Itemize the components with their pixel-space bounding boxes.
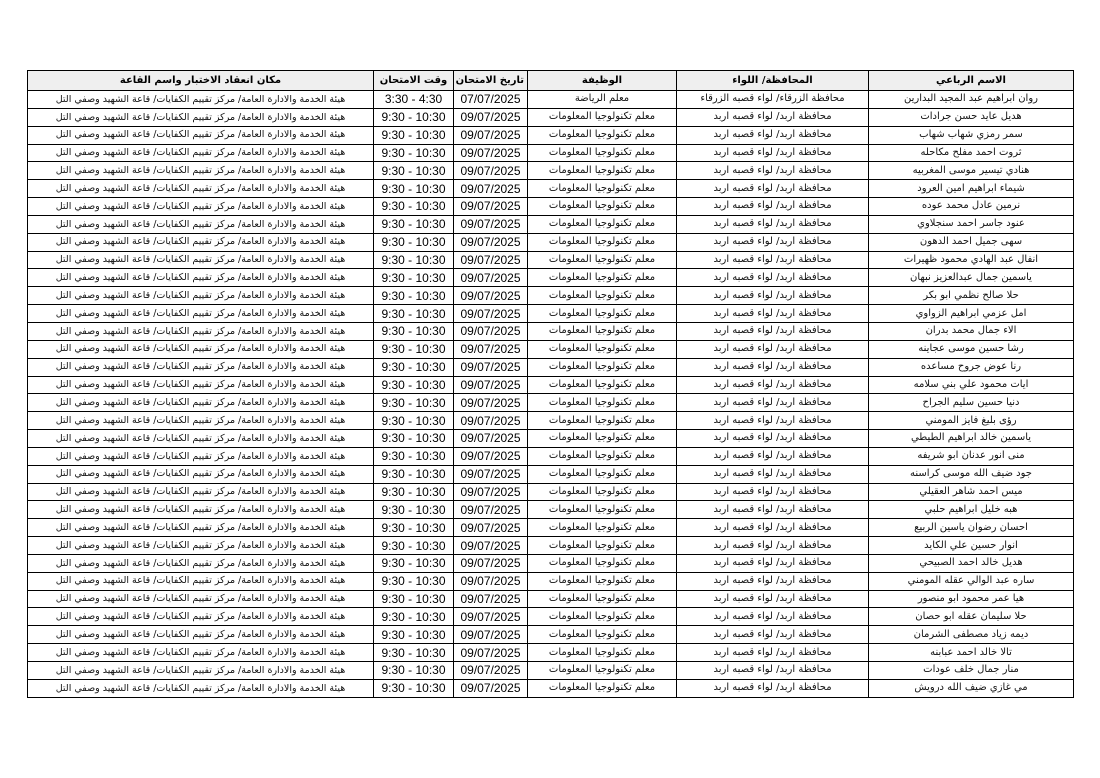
table-row [28,198,1074,216]
cell-exam-date: 09/07/2025 [454,251,528,269]
cell-job: معلم تكنولوجيا المعلومات [528,412,677,430]
cell-job: معلم تكنولوجيا المعلومات [528,180,677,198]
header-exam-location: مكان انعقاد الاختبار واسم القاعة [28,71,374,91]
cell-governorate: محافظة اربد/ لواء قصبه اربد [677,108,869,126]
cell-exam-location: هيئة الخدمة والادارة العامة/ مركز تقييم الكفايات/ قاعة الشهيد وصفي التل [28,644,374,662]
cell-job: معلم تكنولوجيا المعلومات [528,554,677,572]
table-row [28,215,1074,233]
cell-exam-location: هيئة الخدمة والادارة العامة/ مركز تقييم الكفايات/ قاعة الشهيد وصفي التل [28,322,374,340]
cell-exam-time: 9:30 - 10:30 [374,162,454,180]
cell-exam-location: هيئة الخدمة والادارة العامة/ مركز تقييم الكفايات/ قاعة الشهيد وصفي التل [28,91,374,109]
cell-job: معلم تكنولوجيا المعلومات [528,376,677,394]
cell-job: معلم تكنولوجيا المعلومات [528,644,677,662]
table-row [28,554,1074,572]
cell-exam-date: 09/07/2025 [454,608,528,626]
cell-exam-date: 09/07/2025 [454,287,528,305]
cell-full-name: ميس احمد شاهر العقيلي [869,483,1074,501]
cell-exam-date: 09/07/2025 [454,644,528,662]
cell-exam-location: هيئة الخدمة والادارة العامة/ مركز تقييم الكفايات/ قاعة الشهيد وصفي التل [28,430,374,448]
cell-exam-time: 9:30 - 10:30 [374,644,454,662]
cell-governorate: محافظة اربد/ لواء قصبه اربد [677,358,869,376]
table-row [28,108,1074,126]
cell-exam-time: 9:30 - 10:30 [374,394,454,412]
cell-governorate: محافظة اربد/ لواء قصبه اربد [677,447,869,465]
cell-exam-date: 09/07/2025 [454,340,528,358]
cell-full-name: سهى جميل احمد الدهون [869,233,1074,251]
cell-exam-location: هيئة الخدمة والادارة العامة/ مركز تقييم الكفايات/ قاعة الشهيد وصفي التل [28,287,374,305]
cell-exam-location: هيئة الخدمة والادارة العامة/ مركز تقييم الكفايات/ قاعة الشهيد وصفي التل [28,215,374,233]
cell-exam-time: 9:30 - 10:30 [374,483,454,501]
cell-job: معلم تكنولوجيا المعلومات [528,287,677,305]
cell-exam-time: 9:30 - 10:30 [374,233,454,251]
header-row [28,71,1074,91]
cell-exam-date: 09/07/2025 [454,358,528,376]
cell-full-name: هديل خالد احمد الصبيحي [869,554,1074,572]
cell-job: معلم تكنولوجيا المعلومات [528,126,677,144]
cell-job: معلم تكنولوجيا المعلومات [528,608,677,626]
cell-exam-time: 9:30 - 10:30 [374,572,454,590]
cell-exam-time: 9:30 - 10:30 [374,198,454,216]
cell-exam-date: 09/07/2025 [454,376,528,394]
cell-exam-date: 09/07/2025 [454,501,528,519]
cell-job: معلم تكنولوجيا المعلومات [528,340,677,358]
cell-exam-date: 09/07/2025 [454,108,528,126]
cell-exam-location: هيئة الخدمة والادارة العامة/ مركز تقييم الكفايات/ قاعة الشهيد وصفي التل [28,233,374,251]
cell-full-name: روان ابراهيم عبد المجيد البدارين [869,91,1074,109]
cell-exam-location: هيئة الخدمة والادارة العامة/ مركز تقييم الكفايات/ قاعة الشهيد وصفي التل [28,501,374,519]
cell-exam-date: 09/07/2025 [454,465,528,483]
cell-full-name: انفال عبد الهادي محمود ظهيرات [869,251,1074,269]
cell-governorate: محافظة اربد/ لواء قصبه اربد [677,590,869,608]
cell-exam-location: هيئة الخدمة والادارة العامة/ مركز تقييم الكفايات/ قاعة الشهيد وصفي التل [28,340,374,358]
cell-full-name: مي غازي ضيف الله درويش [869,679,1074,697]
cell-job: معلم الرياضة [528,91,677,109]
cell-job: معلم تكنولوجيا المعلومات [528,626,677,644]
table-row [28,91,1074,109]
cell-exam-date: 09/07/2025 [454,430,528,448]
cell-job: معلم تكنولوجيا المعلومات [528,358,677,376]
cell-exam-date: 09/07/2025 [454,215,528,233]
cell-exam-date: 09/07/2025 [454,590,528,608]
cell-exam-date: 09/07/2025 [454,394,528,412]
cell-job: معلم تكنولوجيا المعلومات [528,501,677,519]
table-row [28,144,1074,162]
cell-exam-time: 9:30 - 10:30 [374,126,454,144]
cell-job: معلم تكنولوجيا المعلومات [528,483,677,501]
cell-governorate: محافظة اربد/ لواء قصبه اربد [677,305,869,323]
cell-exam-date: 09/07/2025 [454,305,528,323]
cell-job: معلم تكنولوجيا المعلومات [528,394,677,412]
table-row [28,322,1074,340]
table-row [28,608,1074,626]
header-exam-time: وقت الامتحان [374,71,454,91]
header-full-name: الاسم الرباعي [869,71,1074,91]
cell-exam-location: هيئة الخدمة والادارة العامة/ مركز تقييم الكفايات/ قاعة الشهيد وصفي التل [28,554,374,572]
cell-exam-date: 09/07/2025 [454,554,528,572]
cell-exam-location: هيئة الخدمة والادارة العامة/ مركز تقييم الكفايات/ قاعة الشهيد وصفي التل [28,483,374,501]
cell-exam-location: هيئة الخدمة والادارة العامة/ مركز تقييم الكفايات/ قاعة الشهيد وصفي التل [28,198,374,216]
cell-full-name: الاء جمال محمد بدران [869,322,1074,340]
cell-governorate: محافظة اربد/ لواء قصبه اربد [677,322,869,340]
cell-full-name: جود ضيف الله موسى كراسنه [869,465,1074,483]
cell-exam-date: 09/07/2025 [454,519,528,537]
cell-exam-location: هيئة الخدمة والادارة العامة/ مركز تقييم الكفايات/ قاعة الشهيد وصفي التل [28,626,374,644]
cell-exam-location: هيئة الخدمة والادارة العامة/ مركز تقييم الكفايات/ قاعة الشهيد وصفي التل [28,269,374,287]
cell-exam-time: 9:30 - 10:30 [374,590,454,608]
cell-job: معلم تكنولوجيا المعلومات [528,430,677,448]
cell-governorate: محافظة اربد/ لواء قصبه اربد [677,662,869,680]
cell-job: معلم تكنولوجيا المعلومات [528,215,677,233]
cell-full-name: منى انور عدنان ابو شريفه [869,447,1074,465]
cell-exam-location: هيئة الخدمة والادارة العامة/ مركز تقييم الكفايات/ قاعة الشهيد وصفي التل [28,572,374,590]
cell-exam-date: 09/07/2025 [454,233,528,251]
cell-exam-location: هيئة الخدمة والادارة العامة/ مركز تقييم الكفايات/ قاعة الشهيد وصفي التل [28,519,374,537]
table-row [28,126,1074,144]
cell-exam-time: 9:30 - 10:30 [374,447,454,465]
cell-governorate: محافظة اربد/ لواء قصبه اربد [677,465,869,483]
cell-exam-date: 09/07/2025 [454,269,528,287]
cell-exam-time: 9:30 - 10:30 [374,519,454,537]
cell-exam-time: 9:30 - 10:30 [374,412,454,430]
cell-exam-time: 3:30 - 4:30 [374,91,454,109]
cell-governorate: محافظة اربد/ لواء قصبه اربد [677,340,869,358]
table-row [28,412,1074,430]
cell-job: معلم تكنولوجيا المعلومات [528,465,677,483]
cell-exam-date: 09/07/2025 [454,322,528,340]
cell-exam-time: 9:30 - 10:30 [374,608,454,626]
cell-governorate: محافظة اربد/ لواء قصبه اربد [677,198,869,216]
cell-full-name: ياسمين خالد ابراهيم الطيطي [869,430,1074,448]
table-row [28,233,1074,251]
table-row [28,501,1074,519]
table-row [28,447,1074,465]
cell-exam-date: 09/07/2025 [454,198,528,216]
cell-exam-location: هيئة الخدمة والادارة العامة/ مركز تقييم الكفايات/ قاعة الشهيد وصفي التل [28,662,374,680]
cell-exam-date: 09/07/2025 [454,572,528,590]
cell-governorate: محافظة اربد/ لواء قصبه اربد [677,519,869,537]
cell-full-name: رنا عوض جروح مساعده [869,358,1074,376]
table-row [28,465,1074,483]
cell-exam-location: هيئة الخدمة والادارة العامة/ مركز تقييم الكفايات/ قاعة الشهيد وصفي التل [28,144,374,162]
table-row [28,590,1074,608]
cell-exam-time: 9:30 - 10:30 [374,662,454,680]
cell-exam-location: هيئة الخدمة والادارة العامة/ مركز تقييم الكفايات/ قاعة الشهيد وصفي التل [28,126,374,144]
cell-exam-location: هيئة الخدمة والادارة العامة/ مركز تقييم الكفايات/ قاعة الشهيد وصفي التل [28,162,374,180]
cell-exam-date: 09/07/2025 [454,162,528,180]
cell-full-name: ياسمين جمال عبدالعزيز نبهان [869,269,1074,287]
cell-exam-location: هيئة الخدمة والادارة العامة/ مركز تقييم الكفايات/ قاعة الشهيد وصفي التل [28,590,374,608]
cell-job: معلم تكنولوجيا المعلومات [528,251,677,269]
cell-job: معلم تكنولوجيا المعلومات [528,108,677,126]
cell-governorate: محافظة اربد/ لواء قصبه اربد [677,483,869,501]
cell-exam-date: 09/07/2025 [454,180,528,198]
cell-governorate: محافظة اربد/ لواء قصبه اربد [677,554,869,572]
cell-job: معلم تكنولوجيا المعلومات [528,233,677,251]
cell-exam-time: 9:30 - 10:30 [374,269,454,287]
cell-full-name: رؤى بليغ فايز المومني [869,412,1074,430]
cell-governorate: محافظة اربد/ لواء قصبه اربد [677,180,869,198]
cell-full-name: دنيا حسين سليم الجراح [869,394,1074,412]
cell-governorate: محافظة اربد/ لواء قصبه اربد [677,269,869,287]
cell-governorate: محافظة اربد/ لواء قصبه اربد [677,376,869,394]
cell-governorate: محافظة اربد/ لواء قصبه اربد [677,162,869,180]
table-row [28,394,1074,412]
cell-governorate: محافظة اربد/ لواء قصبه اربد [677,233,869,251]
table-row [28,572,1074,590]
cell-exam-location: هيئة الخدمة والادارة العامة/ مركز تقييم الكفايات/ قاعة الشهيد وصفي التل [28,108,374,126]
exam-schedule-table [27,70,1074,698]
cell-full-name: ايات محمود علي بني سلامه [869,376,1074,394]
cell-exam-date: 09/07/2025 [454,537,528,555]
cell-full-name: نرمين عادل محمد عوده [869,198,1074,216]
table-row [28,269,1074,287]
cell-governorate: محافظة اربد/ لواء قصبه اربد [677,501,869,519]
cell-job: معلم تكنولوجيا المعلومات [528,679,677,697]
cell-governorate: محافظة اربد/ لواء قصبه اربد [677,251,869,269]
cell-full-name: ثروت احمد مفلح مكاحله [869,144,1074,162]
cell-governorate: محافظة اربد/ لواء قصبه اربد [677,679,869,697]
table-row [28,483,1074,501]
cell-job: معلم تكنولوجيا المعلومات [528,198,677,216]
cell-job: معلم تكنولوجيا المعلومات [528,590,677,608]
cell-exam-time: 9:30 - 10:30 [374,322,454,340]
cell-exam-time: 9:30 - 10:30 [374,537,454,555]
table-row [28,537,1074,555]
cell-governorate: محافظة اربد/ لواء قصبه اربد [677,287,869,305]
cell-governorate: محافظة اربد/ لواء قصبه اربد [677,572,869,590]
cell-full-name: هنادي تيسير موسى المغربيه [869,162,1074,180]
cell-exam-location: هيئة الخدمة والادارة العامة/ مركز تقييم الكفايات/ قاعة الشهيد وصفي التل [28,251,374,269]
table-row [28,376,1074,394]
cell-exam-date: 09/07/2025 [454,447,528,465]
cell-exam-date: 09/07/2025 [454,412,528,430]
cell-exam-date: 09/07/2025 [454,126,528,144]
cell-governorate: محافظة اربد/ لواء قصبه اربد [677,394,869,412]
cell-exam-time: 9:30 - 10:30 [374,215,454,233]
cell-exam-time: 9:30 - 10:30 [374,465,454,483]
cell-exam-location: هيئة الخدمة والادارة العامة/ مركز تقييم الكفايات/ قاعة الشهيد وصفي التل [28,305,374,323]
cell-exam-time: 9:30 - 10:30 [374,358,454,376]
cell-job: معلم تكنولوجيا المعلومات [528,322,677,340]
header-job: الوظيفة [528,71,677,91]
cell-job: معلم تكنولوجيا المعلومات [528,519,677,537]
cell-governorate: محافظة اربد/ لواء قصبه اربد [677,144,869,162]
cell-exam-location: هيئة الخدمة والادارة العامة/ مركز تقييم الكفايات/ قاعة الشهيد وصفي التل [28,376,374,394]
cell-exam-location: هيئة الخدمة والادارة العامة/ مركز تقييم الكفايات/ قاعة الشهيد وصفي التل [28,412,374,430]
cell-full-name: سمر رمزي شهاب شهاب [869,126,1074,144]
cell-full-name: هبه خليل ابراهيم حلبي [869,501,1074,519]
cell-full-name: حلا سليمان عقله ابو حصان [869,608,1074,626]
cell-job: معلم تكنولوجيا المعلومات [528,144,677,162]
cell-full-name: شيماء ابراهيم امين العرود [869,180,1074,198]
cell-full-name: ديمه زياد مصطفى الشرمان [869,626,1074,644]
cell-exam-time: 9:30 - 10:30 [374,340,454,358]
cell-job: معلم تكنولوجيا المعلومات [528,269,677,287]
cell-exam-location: هيئة الخدمة والادارة العامة/ مركز تقييم الكفايات/ قاعة الشهيد وصفي التل [28,608,374,626]
cell-governorate: محافظة الزرقاء/ لواء قصبه الزرقاء [677,91,869,109]
cell-full-name: انوار حسين علي الكايد [869,537,1074,555]
cell-exam-time: 9:30 - 10:30 [374,287,454,305]
table-row [28,626,1074,644]
cell-exam-date: 07/07/2025 [454,91,528,109]
cell-exam-date: 09/07/2025 [454,626,528,644]
cell-governorate: محافظة اربد/ لواء قصبه اربد [677,126,869,144]
header-exam-date: تاريخ الامتحان [454,71,528,91]
cell-exam-location: هيئة الخدمة والادارة العامة/ مركز تقييم الكفايات/ قاعة الشهيد وصفي التل [28,358,374,376]
table-row [28,662,1074,680]
cell-governorate: محافظة اربد/ لواء قصبه اربد [677,608,869,626]
cell-exam-location: هيئة الخدمة والادارة العامة/ مركز تقييم الكفايات/ قاعة الشهيد وصفي التل [28,465,374,483]
cell-governorate: محافظة اربد/ لواء قصبه اربد [677,537,869,555]
table-row [28,430,1074,448]
cell-full-name: احسان رضوان ياسين الربيع [869,519,1074,537]
cell-exam-time: 9:30 - 10:30 [374,679,454,697]
cell-job: معلم تكنولوجيا المعلومات [528,662,677,680]
table-row [28,644,1074,662]
header-governorate: المحافظة/ اللواء [677,71,869,91]
cell-full-name: عنود جاسر احمد سنجلاوي [869,215,1074,233]
table-row [28,340,1074,358]
cell-full-name: هديل عايد حسن جرادات [869,108,1074,126]
cell-exam-date: 09/07/2025 [454,483,528,501]
cell-governorate: محافظة اربد/ لواء قصبه اربد [677,430,869,448]
cell-exam-time: 9:30 - 10:30 [374,501,454,519]
cell-governorate: محافظة اربد/ لواء قصبه اربد [677,215,869,233]
cell-full-name: امل عزمي ابراهيم الزواوي [869,305,1074,323]
cell-full-name: منار جمال خلف عودات [869,662,1074,680]
table-row [28,679,1074,697]
table-row [28,180,1074,198]
cell-full-name: ساره عبد الوالي عقله المومني [869,572,1074,590]
cell-job: معلم تكنولوجيا المعلومات [528,447,677,465]
cell-exam-time: 9:30 - 10:30 [374,144,454,162]
cell-exam-location: هيئة الخدمة والادارة العامة/ مركز تقييم الكفايات/ قاعة الشهيد وصفي التل [28,537,374,555]
table-row [28,251,1074,269]
cell-exam-location: هيئة الخدمة والادارة العامة/ مركز تقييم الكفايات/ قاعة الشهيد وصفي التل [28,180,374,198]
table-body [28,91,1074,698]
cell-exam-date: 09/07/2025 [454,679,528,697]
table-row [28,519,1074,537]
table-row [28,358,1074,376]
cell-governorate: محافظة اربد/ لواء قصبه اربد [677,626,869,644]
cell-full-name: هيا عمر محمود ابو منصور [869,590,1074,608]
cell-full-name: رشا حسين موسى عجاينه [869,340,1074,358]
cell-exam-time: 9:30 - 10:30 [374,376,454,394]
cell-exam-date: 09/07/2025 [454,662,528,680]
cell-full-name: تالا خالد احمد عبابنه [869,644,1074,662]
table-row [28,287,1074,305]
cell-exam-date: 09/07/2025 [454,144,528,162]
cell-exam-time: 9:30 - 10:30 [374,626,454,644]
cell-governorate: محافظة اربد/ لواء قصبه اربد [677,412,869,430]
cell-exam-time: 9:30 - 10:30 [374,251,454,269]
cell-governorate: محافظة اربد/ لواء قصبه اربد [677,644,869,662]
cell-exam-time: 9:30 - 10:30 [374,180,454,198]
cell-exam-location: هيئة الخدمة والادارة العامة/ مركز تقييم الكفايات/ قاعة الشهيد وصفي التل [28,679,374,697]
cell-exam-time: 9:30 - 10:30 [374,108,454,126]
table-row [28,305,1074,323]
cell-full-name: حلا صالح نظمي ابو بكر [869,287,1074,305]
cell-exam-location: هيئة الخدمة والادارة العامة/ مركز تقييم الكفايات/ قاعة الشهيد وصفي التل [28,447,374,465]
table-row [28,162,1074,180]
cell-exam-location: هيئة الخدمة والادارة العامة/ مركز تقييم الكفايات/ قاعة الشهيد وصفي التل [28,394,374,412]
cell-job: معلم تكنولوجيا المعلومات [528,162,677,180]
cell-job: معلم تكنولوجيا المعلومات [528,537,677,555]
cell-exam-time: 9:30 - 10:30 [374,430,454,448]
cell-job: معلم تكنولوجيا المعلومات [528,572,677,590]
cell-exam-time: 9:30 - 10:30 [374,305,454,323]
cell-exam-time: 9:30 - 10:30 [374,554,454,572]
cell-job: معلم تكنولوجيا المعلومات [528,305,677,323]
